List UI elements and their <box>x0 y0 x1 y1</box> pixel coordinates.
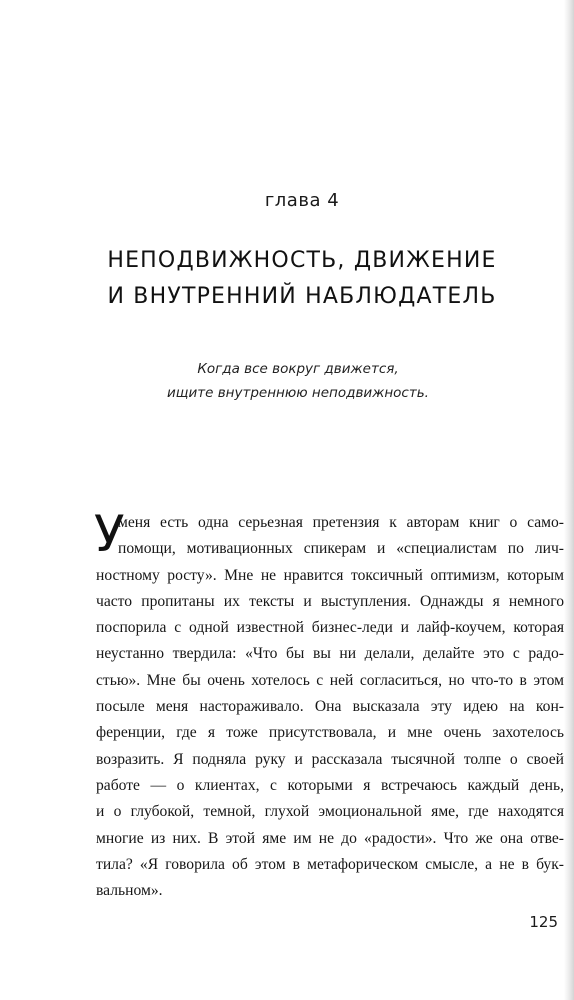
paragraph-line: неустанно твердила: «Что бы вы ни делали, делайте это с радо- <box>96 645 564 663</box>
epigraph <box>0 357 574 405</box>
chapter-label: глава 4 <box>264 190 340 211</box>
paragraph-line: стью». Мне бы очень хотелось с ней согласиться, но что-то в этом <box>96 671 564 689</box>
paragraph-line: меня есть одна серьезная претензия к авторам книг о само- <box>118 514 564 531</box>
drop-cap: У <box>94 505 125 563</box>
paragraph-line: поспорила с одной известной бизнес-леди и лайф-коучем, которая <box>96 619 564 637</box>
paragraph-line: ностному росту». Мне не нравится токсичный оптимизм, которым <box>96 566 564 584</box>
epigraph-line-2: ищите внутреннюю неподвижность. <box>167 385 429 401</box>
paragraph-line: часто пропитаны их тексты и выступления. Однажды я немного <box>96 592 564 610</box>
chapter-title <box>0 243 574 315</box>
page-number: 125 <box>529 913 558 931</box>
paragraph-line: работе — о клиентах, с которыми я встречаюсь каждый день, <box>96 776 564 794</box>
paragraph-line: возразить. Я подняла руку и рассказала тысячной толпе о своей <box>96 750 564 768</box>
paragraph-line: помощи, мотивационных спикерам и «специалистам по лич- <box>118 540 564 558</box>
paragraph-line: посыле меня настораживало. Она высказала эту идею на кон- <box>96 698 564 716</box>
paragraph-line: многие из них. В этой яме им не до «радости». Что же она отве- <box>96 829 564 847</box>
paragraph-line: вальном». <box>96 882 163 900</box>
epigraph-line-1: Когда все вокруг движется, <box>197 361 399 377</box>
paragraph-line: и о глубокой, темной, глухой эмоциональной яме, где находятся <box>96 803 564 821</box>
chapter-title-line-2: И ВНУТРЕННИЙ НАБЛЮДАТЕЛЬ <box>107 284 497 309</box>
paragraph-line: ференции, где я тоже присутствовала, и мне очень захотелось <box>96 724 564 742</box>
chapter-title-line-1: НЕПОДВИЖНОСТЬ, ДВИЖЕНИЕ <box>107 248 497 273</box>
body-paragraph <box>96 510 564 904</box>
page-edge-shadow <box>564 0 574 1000</box>
paragraph-line: тила? «Я говорила об этом в метафорическом смысле, а не в бук- <box>96 855 564 873</box>
